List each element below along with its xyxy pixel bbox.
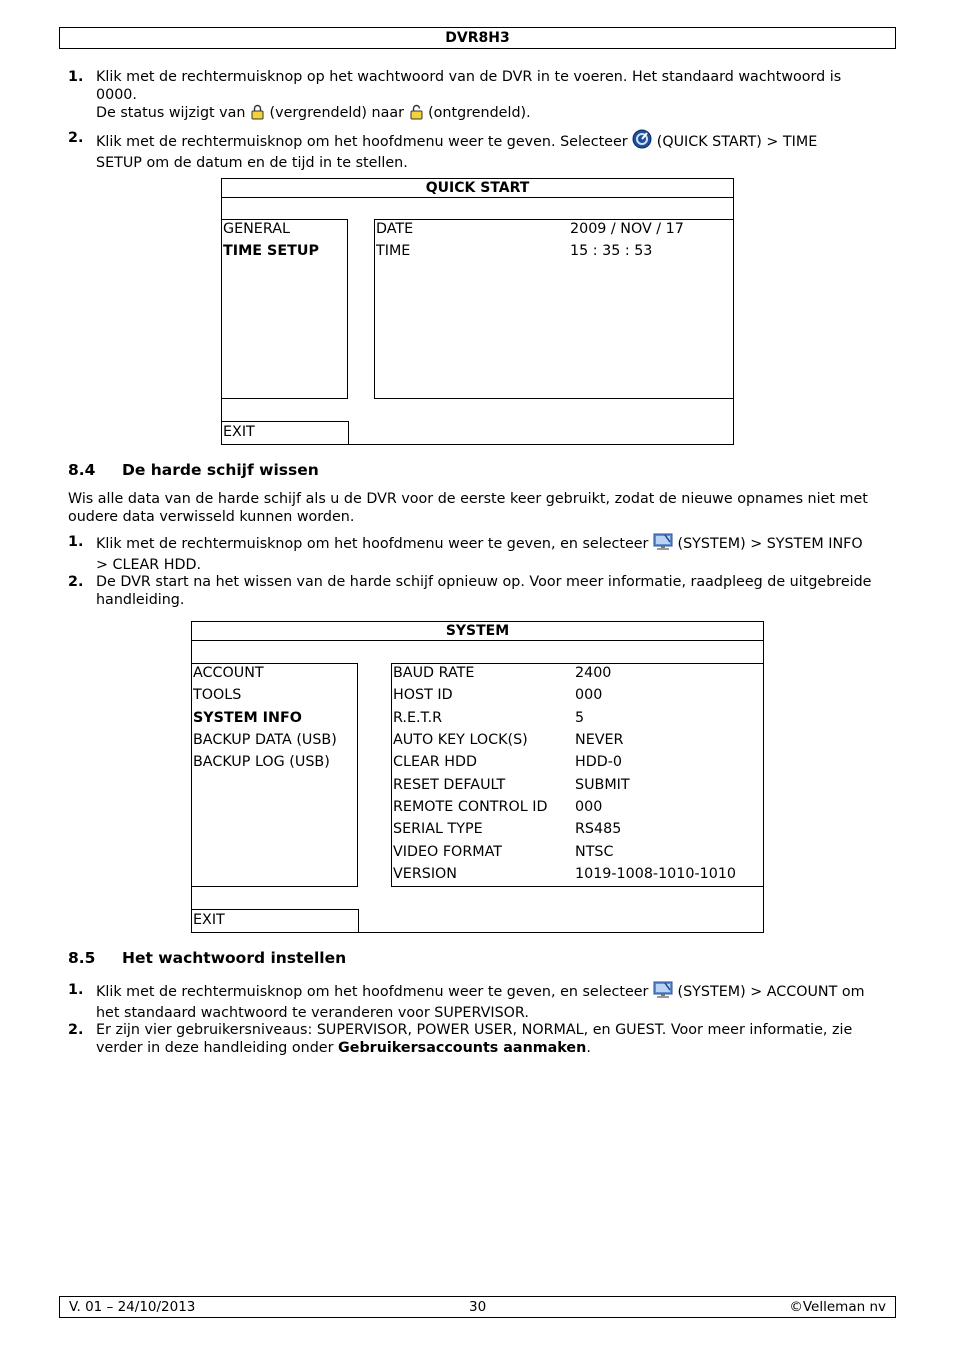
field-label: DATE	[376, 221, 414, 237]
system-menu	[191, 621, 764, 933]
step-text: Klik met de rechtermuisknop op het wachtwoord van de DVR in te voeren. Het standaard wachtwoord is 0000. De status wijzigt van (vergrendeld) naar (ontgrendeld).	[96, 68, 891, 125]
step-text: Er zijn vier gebruikersniveaus: SUPERVISOR, POWER USER, NORMAL, en GUEST. Voor meer informatie, zie verder in deze handleiding onder Gebruikersaccounts aanmaken.	[96, 1022, 853, 1056]
menu-item-general[interactable]: GENERAL	[223, 221, 290, 237]
footer-company: ©Velleman nv	[789, 1299, 886, 1315]
lock-open-icon	[409, 104, 424, 125]
field-label: CLEAR HDD	[393, 754, 478, 770]
document-title: DVR8H3	[445, 30, 510, 46]
field-label: REMOTE CONTROL ID	[393, 799, 548, 815]
section-heading: 8.5 Het wachtwoord instellen	[68, 949, 347, 967]
retr-value[interactable]: 5	[575, 710, 585, 726]
baud-rate-value[interactable]: 2400	[575, 665, 612, 681]
document-header	[59, 27, 896, 49]
remote-control-id-value[interactable]: 000	[575, 799, 603, 815]
menu-item-account[interactable]: ACCOUNT	[193, 665, 264, 681]
step-text: Klik met de rechtermuisknop om het hoofdmenu weer te geven, en selecteer (SYSTEM) > SYSTEM INFO > CLEAR HDD.	[96, 533, 891, 574]
field-label: R.E.T.R	[393, 710, 443, 726]
field-label: SERIAL TYPE	[393, 821, 483, 837]
step-text: De DVR start na het wissen van de harde schijf opnieuw op. Voor meer informatie, raadpleeg de uitgebreide handleiding.	[96, 574, 872, 608]
status-line: De status wijzigt van (vergrendeld) naar (ontgrendeld).	[96, 104, 891, 125]
reset-default-value[interactable]: SUBMIT	[575, 777, 630, 793]
field-label: AUTO KEY LOCK(S)	[393, 732, 528, 748]
menu-item-backup-log[interactable]: BACKUP LOG (USB)	[193, 754, 330, 770]
step-number: 2.	[68, 1022, 84, 1038]
serial-type-value[interactable]: RS485	[575, 821, 622, 837]
field-label: VIDEO FORMAT	[393, 844, 502, 860]
step-text: Klik met de rechtermuisknop om het hoofdmenu weer te geven, en selecteer (SYSTEM) > ACCOUNT om het standaard wachtwoord te veranderen voor SUPERVISOR.	[96, 981, 891, 1022]
step-number: 2.	[68, 130, 84, 146]
quick-start-menu	[221, 178, 734, 445]
field-label: RESET DEFAULT	[393, 777, 506, 793]
menu-title: QUICK START	[222, 179, 733, 198]
step-number: 1.	[68, 69, 84, 85]
time-value[interactable]: 15 : 35 : 53	[570, 243, 653, 259]
page-number: 30	[469, 1299, 487, 1315]
footer-version: V. 01 – 24/10/2013	[69, 1299, 196, 1315]
bold-reference: Gebruikersaccounts aanmaken	[338, 1040, 587, 1056]
menu-content	[391, 663, 764, 887]
exit-button[interactable]: EXIT	[192, 909, 359, 932]
step-number: 1.	[68, 982, 84, 998]
menu-item-time-setup[interactable]: TIME SETUP	[223, 243, 319, 259]
document-footer	[59, 1296, 896, 1318]
step-text: Klik met de rechtermuisknop om het hoofdmenu weer te geven. Selecteer (QUICK START) > TIME SETUP om de datum en de tijd in te stellen.	[96, 129, 891, 172]
menu-sidebar	[221, 219, 348, 399]
video-format-value[interactable]: NTSC	[575, 844, 614, 860]
menu-sidebar	[191, 663, 358, 887]
field-label: TIME	[376, 243, 411, 259]
system-monitor-icon	[653, 981, 673, 1004]
menu-item-tools[interactable]: TOOLS	[193, 687, 242, 703]
field-label: VERSION	[393, 866, 457, 882]
version-value: 1019-1008-1010-1010	[575, 866, 737, 882]
host-id-value[interactable]: 000	[575, 687, 603, 703]
field-label: BAUD RATE	[393, 665, 475, 681]
menu-title: SYSTEM	[192, 622, 763, 641]
menu-item-backup-data[interactable]: BACKUP DATA (USB)	[193, 732, 337, 748]
field-label: HOST ID	[393, 687, 453, 703]
system-monitor-icon	[653, 533, 673, 556]
exit-button[interactable]: EXIT	[222, 421, 349, 444]
section-heading: 8.4 De harde schijf wissen	[68, 461, 319, 479]
clear-hdd-value[interactable]: HDD-0	[575, 754, 623, 770]
menu-item-system-info[interactable]: SYSTEM INFO	[193, 710, 302, 726]
step-number: 1.	[68, 534, 84, 550]
lock-closed-icon	[250, 104, 265, 125]
date-value[interactable]: 2009 / NOV / 17	[570, 221, 684, 237]
section-intro: Wis alle data van de harde schijf als u de DVR voor de eerste keer gebruikt, zodat de nieuwe opnames niet met oudere data verwisseld kunnen worden.	[68, 491, 868, 525]
quick-start-icon	[632, 129, 652, 154]
auto-key-lock-value[interactable]: NEVER	[575, 732, 624, 748]
menu-content	[374, 219, 734, 399]
step-number: 2.	[68, 574, 84, 590]
